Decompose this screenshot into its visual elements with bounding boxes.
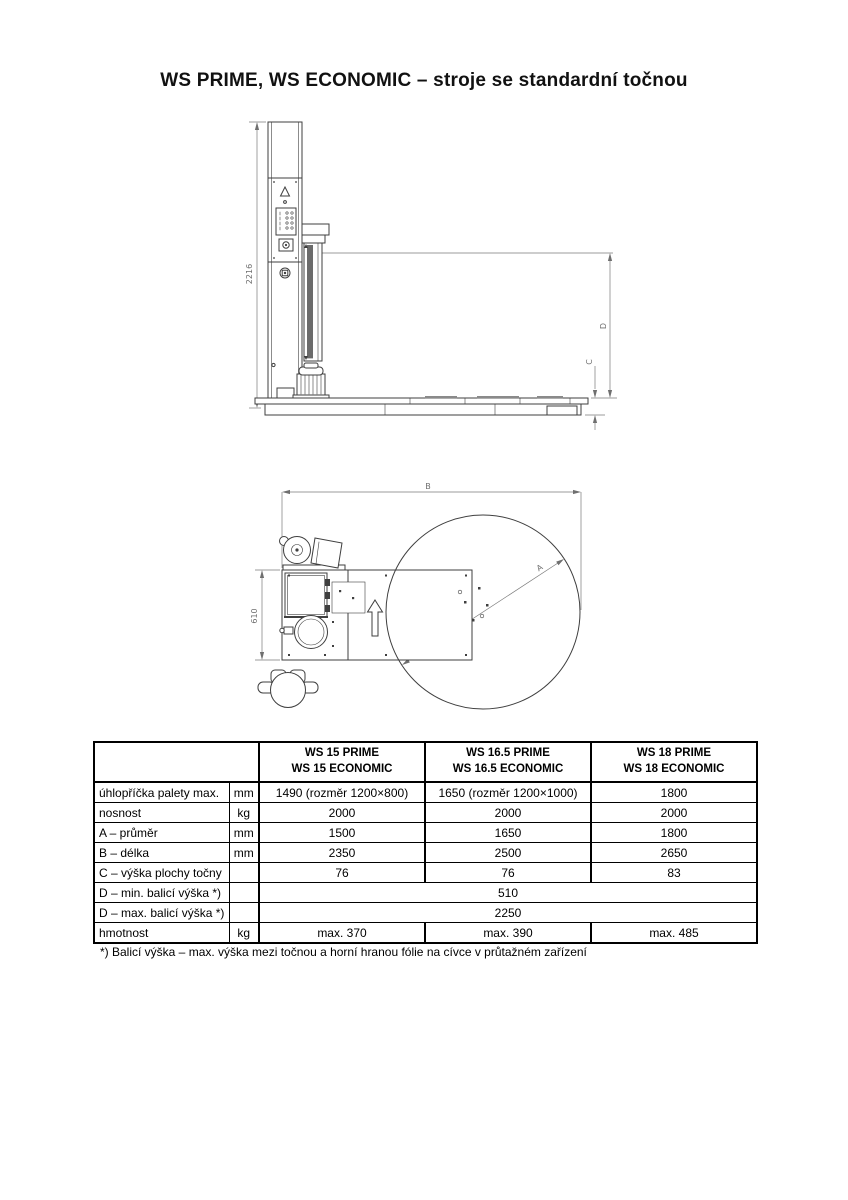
row-value: 2500 (425, 843, 591, 863)
diameter-dim-label: A (534, 562, 545, 574)
row-value: 2350 (259, 843, 425, 863)
row-label: úhlopříčka palety max. (94, 782, 229, 803)
header-ws165 (425, 742, 591, 782)
row-value: max. 370 (259, 923, 425, 944)
row-unit (229, 863, 259, 883)
header-ws15 (259, 742, 425, 782)
row-label: C – výška plochy točny (94, 863, 229, 883)
header-corner-cell (94, 742, 259, 782)
row-label: B – délka (94, 843, 229, 863)
model-name: WS 15 PRIME (304, 747, 380, 760)
model-name: WS 16.5 ECONOMIC (452, 763, 564, 775)
d-dim-label: D (599, 322, 608, 330)
spec-row (94, 782, 757, 803)
spec-row (94, 903, 757, 923)
row-unit (229, 903, 259, 923)
length-dim-label: B (425, 482, 431, 491)
row-value-span: 2250 (259, 903, 757, 923)
model-name: WS 18 ECONOMIC (623, 763, 725, 775)
row-value: 2650 (591, 843, 757, 863)
c-dim-label: C (585, 359, 594, 365)
row-unit: mm (229, 823, 259, 843)
row-label: D – min. balicí výška *) (94, 883, 229, 903)
carriage-top (280, 537, 346, 571)
row-value: 83 (591, 863, 757, 883)
model-name: WS 16.5 PRIME (466, 747, 550, 760)
film-carriage (302, 224, 329, 361)
row-value: 2000 (259, 803, 425, 823)
row-label: A – průměr (94, 823, 229, 843)
height-dim-label: 2216 (245, 263, 254, 285)
depth-dim-label: 610 (250, 608, 259, 624)
row-value: 1650 (rozměr 1200×1000) (425, 782, 591, 803)
row-value: max. 485 (591, 923, 757, 944)
row-value: 1490 (rozměr 1200×800) (259, 782, 425, 803)
row-value: 1800 (591, 782, 757, 803)
top-view-drawing (235, 480, 605, 720)
side-view-machine (255, 122, 588, 415)
base-frame (255, 396, 588, 415)
spec-row (94, 863, 757, 883)
top-view-machine (258, 515, 580, 709)
row-label: hmotnost (94, 923, 229, 944)
row-value: 1500 (259, 823, 425, 843)
row-value: 2000 (425, 803, 591, 823)
spec-row (94, 803, 757, 823)
header-row (94, 742, 757, 782)
header-ws18 (591, 742, 757, 782)
model-name: WS 15 ECONOMIC (291, 763, 393, 775)
mast (268, 122, 302, 400)
mast-footprint (258, 670, 318, 708)
row-value: 1800 (591, 823, 757, 843)
row-unit (229, 883, 259, 903)
row-value: 76 (425, 863, 591, 883)
row-unit: kg (229, 803, 259, 823)
row-label: nosnost (94, 803, 229, 823)
chassis (280, 570, 472, 660)
row-value: max. 390 (425, 923, 591, 944)
footnote: *) Balicí výška – max. výška mezi točnou a horní hranou fólie na cívce v průtažném zařízení (100, 945, 587, 959)
page-title: WS PRIME, WS ECONOMIC – stroje se standardní točnou (160, 70, 688, 91)
spec-row (94, 823, 757, 843)
model-name: WS 18 PRIME (636, 747, 712, 760)
spec-table (93, 741, 758, 944)
row-label: D – max. balicí výška *) (94, 903, 229, 923)
row-value-span: 510 (259, 883, 757, 903)
row-value: 1650 (425, 823, 591, 843)
row-unit: kg (229, 923, 259, 944)
row-unit: mm (229, 843, 259, 863)
spec-row (94, 923, 757, 944)
spec-row (94, 843, 757, 863)
side-view-drawing (235, 112, 635, 432)
spec-row (94, 883, 757, 903)
row-value: 2000 (591, 803, 757, 823)
row-value: 76 (259, 863, 425, 883)
row-unit: mm (229, 782, 259, 803)
